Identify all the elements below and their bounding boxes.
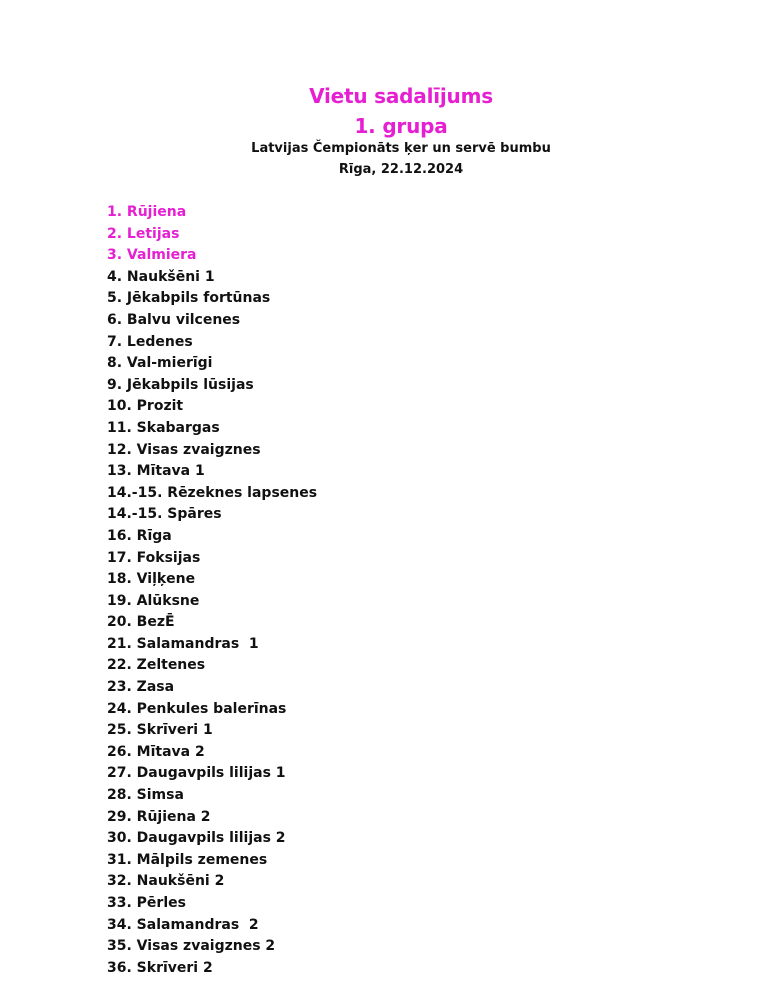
group-heading: 1. grupa [354, 114, 448, 138]
ranking-item: 11. Skabargas [107, 419, 220, 436]
ranking-item: 14.-15. Rēzeknes lapsenes [107, 484, 318, 501]
ranking-item: 20. BezĒ [107, 614, 175, 631]
ranking-item: 1. Rūjiena [107, 204, 187, 220]
ranking-item: 28. Simsa [107, 787, 184, 804]
ranking-item: 7. Ledenes [107, 333, 193, 350]
ranking-item: 24. Penkules balerīnas [107, 700, 287, 717]
ranking-item: 5. Jēkabpils fortūnas [107, 290, 271, 307]
ranking-item: 34. Salamandras 2 [107, 916, 259, 933]
ranking-item: 32. Naukšēni 2 [107, 873, 225, 890]
ranking-item: 16. Rīga [107, 527, 172, 544]
event-place-date: Rīga, 22.12.2024 [338, 162, 464, 177]
ranking-item: 36. Skrīveri 2 [107, 959, 213, 976]
ranking-item: 30. Daugavpils lilijas 2 [107, 830, 286, 847]
ranking-item: 22. Zeltenes [107, 657, 206, 674]
ranking-list [107, 202, 317, 979]
ranking-item: 12. Visas zvaigznes [107, 441, 261, 458]
ranking-item: 27. Daugavpils lilijas 1 [107, 765, 286, 782]
ranking-item: 23. Zasa [107, 679, 175, 696]
ranking-item: 9. Jēkabpils lūsijas [107, 376, 254, 393]
ranking-item: 18. Viļķene [107, 571, 196, 588]
ranking-item: 25. Skrīveri 1 [107, 722, 213, 739]
ranking-item: 13. Mītava 1 [107, 463, 205, 480]
ranking-item: 21. Salamandras 1 [107, 635, 259, 652]
ranking-item: 14.-15. Spāres [107, 506, 222, 523]
ranking-item: 19. Alūksne [107, 592, 200, 609]
ranking-item: 33. Pērles [107, 895, 186, 911]
ranking-item: 8. Val-mierīgi [107, 355, 213, 372]
ranking-item: 10. Prozit [107, 398, 184, 415]
ranking-item: 17. Foksijas [107, 549, 201, 566]
ranking-item: 3. Valmiera [107, 247, 197, 264]
ranking-item: 4. Naukšēni 1 [107, 268, 215, 285]
ranking-item: 31. Mālpils zemenes [107, 851, 268, 868]
ranking-item: 35. Visas zvaigznes 2 [107, 938, 276, 955]
ranking-item: 29. Rūjiena 2 [107, 808, 211, 825]
ranking-item: 26. Mītava 2 [107, 743, 205, 760]
document-title: Vietu sadalījums [309, 84, 493, 108]
ranking-item: 6. Balvu vilcenes [107, 311, 241, 328]
event-name: Latvijas Čempionāts ķer un servē bumbu [251, 141, 551, 156]
ranking-item: 2. Letijas [107, 225, 180, 242]
